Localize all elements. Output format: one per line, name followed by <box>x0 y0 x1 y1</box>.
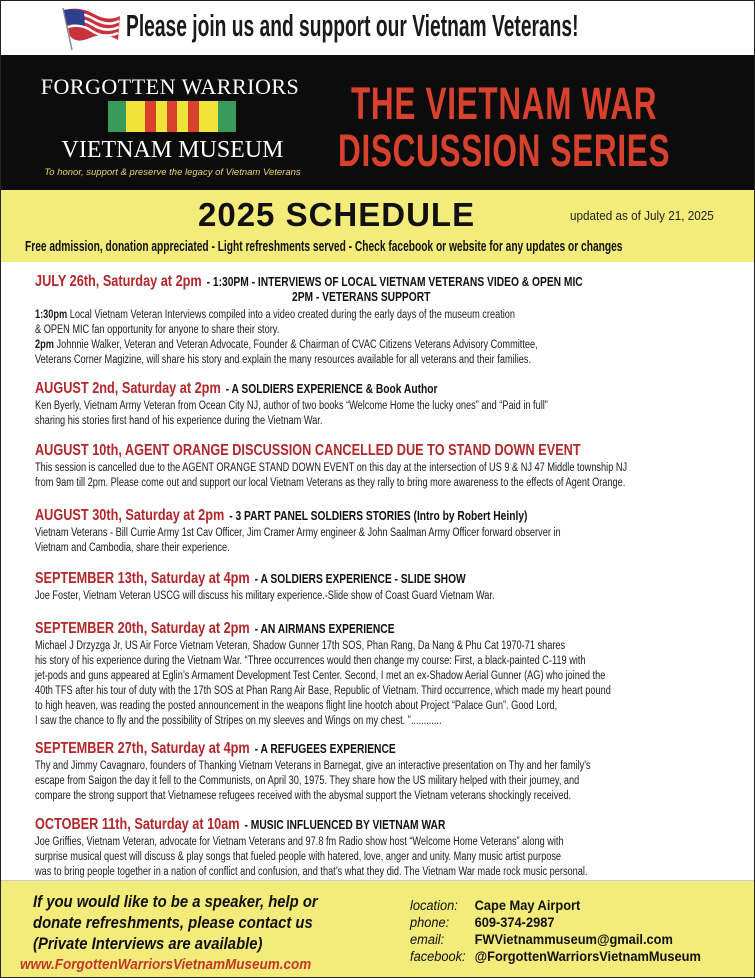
event-title: - A REFUGEES EXPERIENCE <box>254 742 396 756</box>
event-description-text: 40th TFS after his tour of duty with the 17th SOS at Phan Rang Air Base, Republic of Vietnam. Third occurrence, which made my heart pound <box>35 685 611 697</box>
event-date: SEPTEMBER 13th, Saturday at 4pm <box>35 570 250 587</box>
ribbon-stripe <box>156 101 167 132</box>
schedule-title: 2025 SCHEDULE <box>198 196 476 233</box>
event-description-text: Local Vietnam Veteran Interviews compiled into a video created during the early days of the museum creation <box>67 309 516 321</box>
event-item <box>35 740 735 804</box>
logo-bottom-text: VIETNAM MUSEUM <box>61 137 284 163</box>
event-description-line <box>35 789 595 804</box>
event-heading <box>35 620 609 639</box>
event-description-line <box>35 835 595 850</box>
event-description-line <box>35 399 595 414</box>
event-description-line <box>35 323 595 338</box>
event-description-text: Veterans Corner Magizine, will share his story and explain the many resources available for all veterans and their families. <box>35 354 532 366</box>
event-description-line <box>35 414 595 429</box>
contact-request <box>33 892 318 955</box>
series-title <box>338 80 670 174</box>
ribbon-stripe <box>177 101 188 132</box>
contact-label: phone: <box>410 915 450 930</box>
event-item <box>35 816 735 880</box>
event-item <box>35 620 735 729</box>
event-title: - 1:30PM - INTERVIEWS OF LOCAL VIETNAM VETERANS VIDEO & OPEN MIC <box>206 275 583 289</box>
event-date: SEPTEMBER 20th, Saturday at 2pm <box>35 620 250 637</box>
contact-info <box>410 897 716 965</box>
event-description-text: Thy and Jimmy Cavagnaro, founders of Thanking Vietnam Veterans in Barnegat, give an interactive presentation on Thy and her family's <box>35 760 591 772</box>
event-title: - A SOLDIERS EXPERIENCE & Book Author <box>225 382 438 396</box>
event-date: SEPTEMBER 27th, Saturday at 4pm <box>35 740 250 757</box>
event-description-text: was to bring people together in a nation of conflict and confusion, and that’s what they did. The Vietnam War made rock music personal. <box>35 866 588 878</box>
event-description-text: Vietnam Veterans - Bill Currie Army 1st Cav Officer, Jim Cramer Army engineer & John Saalman Army Officer forward observer in <box>35 527 561 539</box>
contact-label: facebook: <box>410 949 466 964</box>
event-description-text: compare the strong support that Vietnamese refugees received with the abysmal support the Vietnam veterans shockingly received. <box>35 790 572 802</box>
location-value: Cape May Airport <box>474 898 581 913</box>
event-description-line <box>35 338 595 353</box>
contact-request-line: If you would like to be a speaker, help or <box>33 893 318 911</box>
event-heading <box>35 380 609 399</box>
event-description-line <box>35 850 595 865</box>
event-description-line <box>35 669 606 684</box>
event-description-line <box>35 759 595 774</box>
contact-label: location: <box>410 898 458 913</box>
event-title: - 3 PART PANEL SOLDIERS STORIES (Intro by Robert Heinly) <box>229 509 528 523</box>
event-description-line <box>35 684 611 699</box>
series-title-line1: THE VIETNAM WAR <box>350 78 658 129</box>
event-item <box>35 273 735 368</box>
event-description-text: from 9am till 2pm. Please come out and support our local Vietnam Veterans as they rally to bring more awareness to the effects of Agent Orange. <box>35 477 626 489</box>
email-link[interactable]: FWVietnammuseum@gmail.com <box>474 932 673 947</box>
ribbon-stripe <box>108 101 126 132</box>
ribbon-stripe <box>145 101 156 132</box>
event-description-line <box>35 308 595 323</box>
contact-location <box>410 897 701 914</box>
event-description-text: Joe Griffies, Vietnam Veteran, advocate for Vietnam Veterans and 97.8 fm Radio show host “Welcome Home Veterans” along with <box>35 836 564 848</box>
event-description-line <box>35 699 595 714</box>
event-description-line <box>35 865 595 880</box>
event-description-text: jet-pods and guns appeared at Eglin’s Armament Development Test Center. Second, I met an ex-Shadow Aerial Gunner (AG) who joined the <box>35 670 606 682</box>
phone-value[interactable]: 609-374-2987 <box>474 915 555 930</box>
contact-request-line: donate refreshments, please contact us <box>33 914 313 932</box>
event-description-line <box>35 541 595 556</box>
event-description-line <box>35 353 595 368</box>
event-item <box>35 442 735 491</box>
updated-date: updated as of July 21, 2025 <box>570 208 714 223</box>
event-description-text: sharing his stories first hand of his experience during the Vietnam War. <box>35 415 323 427</box>
contact-phone <box>410 914 701 931</box>
ribbon-stripe <box>188 101 199 132</box>
event-description-text: surprise musical quest will discuss & play songs that fueled people with hatered, love, anger and unity. Many music artist purpose <box>35 851 562 863</box>
ribbon-stripe <box>218 101 236 132</box>
event-description-line <box>35 654 595 669</box>
event-description-text: to high heaven, was reading the posted announcement in the weapons flight line hootch about Project “Palace Gun”. Good Lord, <box>35 700 558 712</box>
event-date: JULY 26th, Saturday at 2pm <box>35 273 202 290</box>
event-description-text: Johnnie Walker, Veteran and Veteran Advocate, Founder & Chairman of CVAC Citizens Veterans Advisory Committee, <box>53 339 538 351</box>
contact-label: email: <box>410 932 445 947</box>
ribbon-stripe <box>199 101 217 132</box>
event-heading <box>35 740 609 759</box>
us-flag-icon <box>60 6 122 50</box>
event-item <box>35 380 735 429</box>
series-title-line2: DISCUSSION SERIES <box>338 125 671 176</box>
event-description-line <box>35 639 595 654</box>
event-date: AUGUST 2nd, Saturday at 2pm <box>35 380 221 397</box>
event-description-text: his story of his experience during the Vietnam War. “Three occurrences would then change my course: First, a black-painted C-119 with <box>35 655 586 667</box>
ribbon-stripe <box>167 101 178 132</box>
event-item <box>35 507 735 556</box>
event-description-text: & OPEN MIC fan opportunity for anyone to share their story. <box>35 324 280 336</box>
event-time-label: 2pm <box>35 339 54 351</box>
event-heading <box>35 442 609 461</box>
event-date: AUGUST 30th, Saturday at 2pm <box>35 507 225 524</box>
admission-notice: Free admission, donation appreciated - Light refreshments served - Check facebook or website for any updates or changes <box>25 238 623 255</box>
event-description-line <box>35 589 595 604</box>
event-description-text: Ken Byerly, Vietnam Army Veteran from Ocean City NJ, author of two books “Welcome Home the lucky ones” and “Paid in full” <box>35 400 548 412</box>
event-description-text: This session is cancelled due to the AGENT ORANGE STAND DOWN EVENT on this day at the intersection of US 9 & NJ 47 Middle township NJ <box>35 462 628 474</box>
vietnam-service-ribbon <box>108 101 236 132</box>
event-description-line <box>35 476 626 491</box>
ribbon-stripe <box>126 101 144 132</box>
event-description-text: Joe Foster, Vietnam Veteran USCG will discuss his military experience.-Slide show of Coast Guard Vietnam War. <box>35 590 495 602</box>
event-heading <box>35 816 609 835</box>
event-title: - A SOLDIERS EXPERIENCE - SLIDE SHOW <box>254 572 466 586</box>
header-title: Please join us and support our Vietnam Veterans! <box>126 8 579 43</box>
event-description-line <box>35 774 595 789</box>
logo-tagline: To honor, support & preserve the legacy of Vietnam Veterans <box>44 167 301 178</box>
event-item <box>35 570 735 604</box>
event-heading <box>35 507 609 526</box>
contact-facebook <box>410 948 701 965</box>
event-description-line <box>35 714 595 729</box>
website-link[interactable]: www.ForgottenWarriorsVietnamMuseum.com <box>20 956 312 973</box>
event-date: OCTOBER 11th, Saturday at 10am <box>35 816 240 833</box>
event-description-text: escape from Saigon the day it fell to the Communists, on April 30, 1975. They share how the US military helped with their journey, and <box>35 775 580 787</box>
event-description-text: Michael J Drzyzga Jr, US Air Force Vietnam Veteran, Shadow Gunner 17th SOS, Phan Rang, Da Nang & Phu Cat 1970-71 shares <box>35 640 566 652</box>
event-time-label: 1:30pm <box>35 309 68 321</box>
event-title-line2: 2PM - VETERANS SUPPORT <box>292 290 431 304</box>
contact-email <box>410 931 701 948</box>
event-description-line <box>35 526 595 541</box>
event-description-line <box>35 461 628 476</box>
contact-request-line: (Private Interviews are available) <box>33 935 263 953</box>
event-title: - MUSIC INFLUENCED BY VIETNAM WAR <box>244 818 446 832</box>
event-description-text: I saw the chance to fly and the possibility of Stripes on my sleeves and Wings on my chest. ”............ <box>35 715 442 727</box>
logo-top-text: FORGOTTEN WARRIORS <box>40 74 300 99</box>
facebook-link[interactable]: @ForgottenWarriorsVietnamMuseum <box>474 949 701 964</box>
event-date: AUGUST 10th, AGENT ORANGE DISCUSSION CANCELLED DUE TO STAND DOWN EVENT <box>35 442 581 459</box>
event-description-text: Vietnam and Cambodia, share their experience. <box>35 542 230 554</box>
event-heading <box>35 570 609 589</box>
event-title: - AN AIRMANS EXPERIENCE <box>254 622 395 636</box>
